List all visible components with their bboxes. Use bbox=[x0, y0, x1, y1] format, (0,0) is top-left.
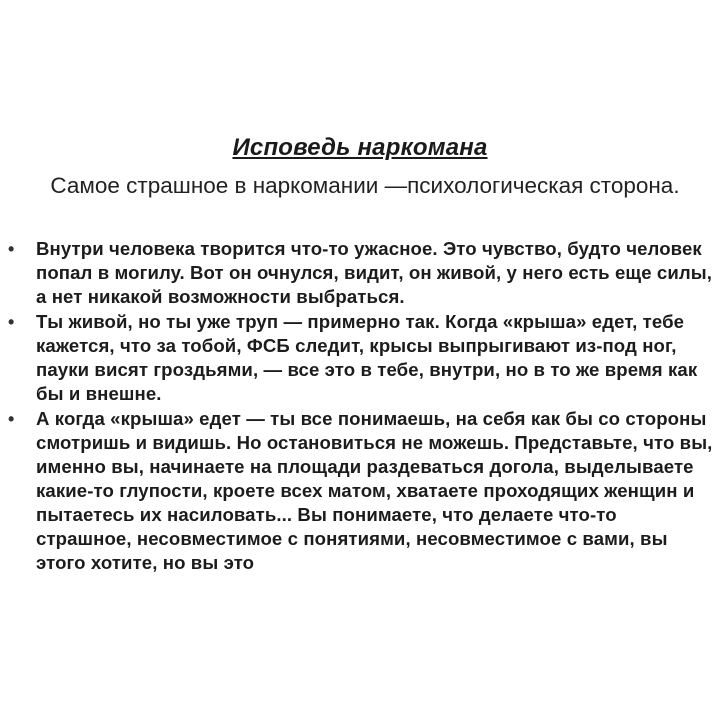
slide-subtitle: Самое страшное в наркомании —психологическая сторона. bbox=[50, 173, 680, 198]
bullet-marker: • bbox=[8, 239, 15, 259]
slide-title: Исповедь наркомана bbox=[232, 134, 488, 161]
bullet-item bbox=[8, 310, 714, 406]
bullet-marker: • bbox=[8, 312, 15, 332]
bullet-text: Внутри человека творится что-то ужасное. Это чувство, будто человек попал в могилу. Вот он очнулся, видит, он живой, у него есть еще силы, а нет никакой возможности выбраться. bbox=[36, 238, 713, 307]
bullet-item bbox=[8, 237, 714, 309]
bullet-list bbox=[0, 237, 720, 652]
bullet-text: А когда «крыша» едет — ты все понимаешь, на себя как бы со стороны смотришь и видишь. Но остановиться не можешь. Представьте, что вы, именно вы, начинаете на площади раздеваться догола, выделываете какие-то глупости, кроете всех матом, хватаете проходящих женщин и пытаетесь их насиловать... Вы понимаете, что делаете что-то страшное, несовместимое с понятиями, несовместимое с вами, вы этого хотите, но вы это bbox=[36, 408, 713, 573]
bullet-text: Ты живой, но ты уже труп — примерно так. Когда «крыша» едет, тебе кажется, что за тобой, ФСБ следит, крысы выпрыгивают из-под ног, пауки висят гроздьями, — все это в тебе, внутри, но в то же время как бы и внешне. bbox=[36, 311, 698, 404]
bullet-item bbox=[8, 407, 714, 575]
bullet-marker: • bbox=[8, 409, 15, 429]
